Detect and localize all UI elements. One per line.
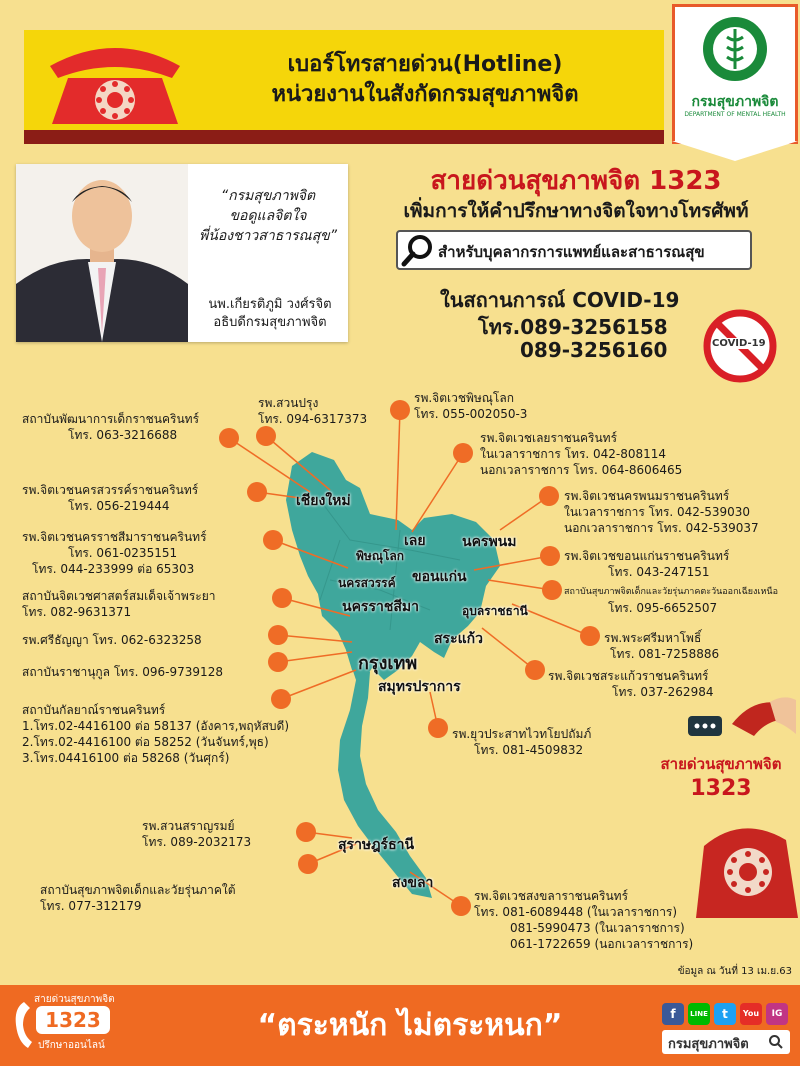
header-stripe xyxy=(24,130,664,144)
province-samutprakan: สมุทรปราการ xyxy=(378,679,461,695)
facility-phone: โทร. 089-2032173 xyxy=(142,835,252,849)
facebook-icon[interactable]: f xyxy=(662,1003,684,1025)
facility-name: รพ.จิตเวชนครพนมราชนครินทร์ xyxy=(564,489,730,503)
facility-name: รพ.สวนสราญรมย์ xyxy=(142,819,235,833)
location-dot[interactable] xyxy=(219,428,239,448)
location-dot[interactable] xyxy=(263,530,283,550)
location-dot[interactable] xyxy=(580,626,600,646)
covid-situation: ในสถานการณ์ COVID-19 xyxy=(440,288,680,312)
header-title-line1: เบอร์โทรสายด่วน(Hotline) xyxy=(287,52,563,77)
facility-phone: โทร. 077-312179 xyxy=(40,899,142,913)
red-telephone-icon xyxy=(686,806,798,918)
facility-phone: 061-1722659 (นอกเวลาราชการ) xyxy=(510,937,694,951)
department-logo xyxy=(672,4,798,144)
province-bangkok: กรุงเทพ xyxy=(358,653,418,674)
facility-phone: โทร. 063-3216688 xyxy=(68,428,178,442)
header-title-line2: หน่วยงานในสังกัดกรมสุขภาพจิต xyxy=(271,82,579,107)
facility-phone: นอกเวลาราชการ โทร. 042-539037 xyxy=(564,521,759,535)
quote-line: “กรมสุขภาพจิต xyxy=(220,188,316,204)
location-dot[interactable] xyxy=(428,718,448,738)
facility-label: รพ.ศรีธัญญา โทร. 062-6323258 xyxy=(22,633,202,647)
hotline-title: สายด่วนสุขภาพจิต 1323 xyxy=(430,166,722,196)
no-covid-icon xyxy=(702,308,778,384)
facility-name: รพ.จิตเวชเลยราชนครินทร์ xyxy=(480,431,618,445)
facility-phone: นอกเวลาราชการ โทร. 064-8606465 xyxy=(480,463,683,477)
facility-phone: โทร. 055-002050-3 xyxy=(414,407,528,421)
badge-top-text: สายด่วนสุขภาพจิต xyxy=(34,994,115,1005)
portrait-card xyxy=(16,164,348,342)
facility-label xyxy=(142,818,251,850)
facility-phone: ในเวลาราชการ โทร. 042-808114 xyxy=(480,447,667,461)
province-sakaeo: สระแก้ว xyxy=(434,631,483,647)
facility-phone: 2.โทร.02-4416100 ต่อ 58252 (วันจันทร์,พุธ) xyxy=(22,735,269,749)
instagram-icon[interactable]: IG xyxy=(766,1003,788,1025)
facility-phone: โทร. 095-6652507 xyxy=(608,601,718,615)
hotline-subtitle: เพิ่มการให้คำปรึกษาทางจิตใจทางโทรศัพท์ xyxy=(403,200,749,222)
facility-label xyxy=(564,584,778,616)
side-hotline-number: 1323 xyxy=(690,776,752,801)
location-dot[interactable] xyxy=(453,443,473,463)
facility-label xyxy=(258,395,367,427)
location-dot[interactable] xyxy=(540,546,560,566)
hotline-phone1: โทร.089-3256158 xyxy=(478,315,668,339)
facility-name: รพ.จิตเวชพิษณุโลก xyxy=(414,391,514,405)
facility-phone: โทร. 061-0235151 xyxy=(68,546,178,560)
facility-label xyxy=(22,411,199,443)
location-dot[interactable] xyxy=(298,854,318,874)
facility-phone: โทร. 043-247151 xyxy=(608,565,710,579)
province-ubon: อุบลราชธานี xyxy=(462,604,528,618)
facility-label xyxy=(564,548,729,580)
location-dot[interactable] xyxy=(539,486,559,506)
dept-search-text: กรมสุขภาพจิต xyxy=(668,1037,749,1052)
facility-label xyxy=(452,726,591,758)
facility-label xyxy=(22,529,207,577)
facility-label xyxy=(564,488,759,536)
province-phitsanulok: พิษณุโลก xyxy=(356,549,405,563)
logo-name-en: DEPARTMENT OF MENTAL HEALTH xyxy=(684,111,786,118)
location-dot[interactable] xyxy=(256,426,276,446)
director-portrait xyxy=(16,164,188,342)
facility-name: สถาบันสุขภาพจิตเด็กและวัยรุ่นภาคตะวันออกเฉียงเหนือ xyxy=(564,587,778,597)
facility-name: รพ.จิตเวชสงขลาราชนครินทร์ xyxy=(474,889,629,903)
province-chiangmai: เชียงใหม่ xyxy=(296,493,351,509)
facility-label xyxy=(414,390,527,422)
facility-label xyxy=(22,702,289,766)
hand-phone-icon xyxy=(684,694,796,754)
director-name: นพ.เกียรติภูมิ วงศ์รจิต xyxy=(208,297,332,312)
facility-label: สถาบันราชานุกูล โทร. 096-9739128 xyxy=(22,665,223,679)
facility-phone: โทร. 081-4509832 xyxy=(474,743,584,757)
facility-phone: โทร. 037-262984 xyxy=(612,685,714,699)
location-dot[interactable] xyxy=(451,896,471,916)
twitter-icon[interactable]: t xyxy=(714,1003,736,1025)
location-dot[interactable] xyxy=(542,580,562,600)
search-text: สำหรับบุคลากรการแพทย์และสาธารณสุข xyxy=(438,243,705,261)
facility-phone: โทร. 094-6317373 xyxy=(258,412,368,426)
location-dot[interactable] xyxy=(272,588,292,608)
province-surat: สุราษฎร์ธานี xyxy=(338,837,415,853)
facility-phone: 1.โทร.02-4416100 ต่อ 58137 (อังคาร,พฤหัสบดี) xyxy=(22,719,289,733)
facility-phone: โทร. 081-7258886 xyxy=(610,647,720,661)
dept-search-box[interactable] xyxy=(662,1030,790,1054)
location-dot[interactable] xyxy=(247,482,267,502)
logo-name-th: กรมสุขภาพจิต xyxy=(691,94,779,110)
telephone-icon xyxy=(40,38,190,128)
province-khonkaen: ขอนแก่น xyxy=(412,569,467,585)
facility-name: สถาบันจิตเวชศาสตร์สมเด็จเจ้าพระยา xyxy=(22,589,216,603)
facility-name: รพ.สวนปรุง xyxy=(258,396,319,410)
province-loei: เลย xyxy=(404,533,426,549)
province-nakhonsawan: นครสวรรค์ xyxy=(338,576,396,590)
location-dot[interactable] xyxy=(525,660,545,680)
facility-phone: 081-5990473 (ในเวลาราชการ) xyxy=(510,921,685,935)
facility-label xyxy=(22,482,198,514)
facility-phone: โทร. 081-6089448 (ในเวลาราชการ) xyxy=(474,905,678,919)
search-box[interactable] xyxy=(396,230,752,270)
date-note: ข้อมูล ณ วันที่ 13 เม.ย.63 xyxy=(677,966,792,977)
header-title xyxy=(190,50,660,110)
handset-icon xyxy=(14,1000,34,1050)
facility-name: รพ.จิตเวชสระแก้วราชนครินทร์ xyxy=(548,669,709,683)
facility-name: สถาบันพัฒนาการเด็กราชนครินทร์ xyxy=(22,412,200,426)
hotline-badge[interactable] xyxy=(14,992,114,1058)
badge-bottom-text: ปรึกษาออนไลน์ xyxy=(38,1040,105,1051)
facility-phone: โทร. 056-219444 xyxy=(68,499,170,513)
youtube-icon[interactable]: You xyxy=(740,1003,762,1025)
facility-label xyxy=(40,882,236,914)
side-hotline-label: สายด่วนสุขภาพจิต xyxy=(660,755,782,773)
quote-line: ขอดูแลจิตใจ xyxy=(229,208,307,224)
footer-slogan: “ตระหนัก ไม่ตระหนก” xyxy=(257,1008,563,1043)
director-position: อธิบดีกรมสุขภาพจิต xyxy=(213,315,327,330)
facility-name: รพ.จิตเวชขอนแก่นราชนครินทร์ xyxy=(564,549,730,563)
facility-phone: 3.โทร.04416100 ต่อ 58268 (วันศุกร์) xyxy=(22,751,230,765)
facility-phone: โทร. 044-233999 ต่อ 65303 xyxy=(32,562,195,576)
covid-badge-text: COVID-19 xyxy=(712,338,766,349)
facility-name: สถาบันกัลยาณ์ราชนครินทร์ xyxy=(22,703,166,717)
portrait-quote xyxy=(188,186,348,246)
facility-name: รพ.ยุวประสาทไวทโยปถัมภ์ xyxy=(452,727,592,741)
location-dot[interactable] xyxy=(296,822,316,842)
quote-line: พี่น้องชาวสาธารณสุข” xyxy=(199,228,337,244)
facility-name: รพ.จิตเวชนครราชสีมาราชนครินทร์ xyxy=(22,530,207,544)
ministry-seal-icon xyxy=(701,15,769,83)
facility-label xyxy=(480,430,682,478)
facility-phone: ในเวลาราชการ โทร. 042-539030 xyxy=(564,505,751,519)
hotline-phone2: 089-3256160 xyxy=(520,338,668,362)
location-dot[interactable] xyxy=(268,625,288,645)
facility-name: รพ.พระศรีมหาโพธิ์ xyxy=(604,631,702,645)
facility-name: รพ.จิตเวชนครสวรรค์ราชนครินทร์ xyxy=(22,483,199,497)
facility-label xyxy=(474,888,693,952)
search-icon xyxy=(400,232,436,268)
facility-name: สถาบันสุขภาพจิตเด็กและวัยรุ่นภาคใต้ xyxy=(40,883,236,897)
location-dot[interactable] xyxy=(390,400,410,420)
facility-label xyxy=(604,630,719,662)
province-nakhonphanom: นครพนม xyxy=(462,534,517,550)
facility-phone: โทร. 082-9631371 xyxy=(22,605,132,619)
badge-number: 1323 xyxy=(36,1006,110,1034)
province-korat: นครราชสีมา xyxy=(342,599,419,615)
location-dot[interactable] xyxy=(268,652,288,672)
line-icon[interactable]: LINE xyxy=(688,1003,710,1025)
facility-label xyxy=(22,588,215,620)
province-songkhla: สงขลา xyxy=(392,875,434,891)
search-icon xyxy=(768,1034,784,1050)
